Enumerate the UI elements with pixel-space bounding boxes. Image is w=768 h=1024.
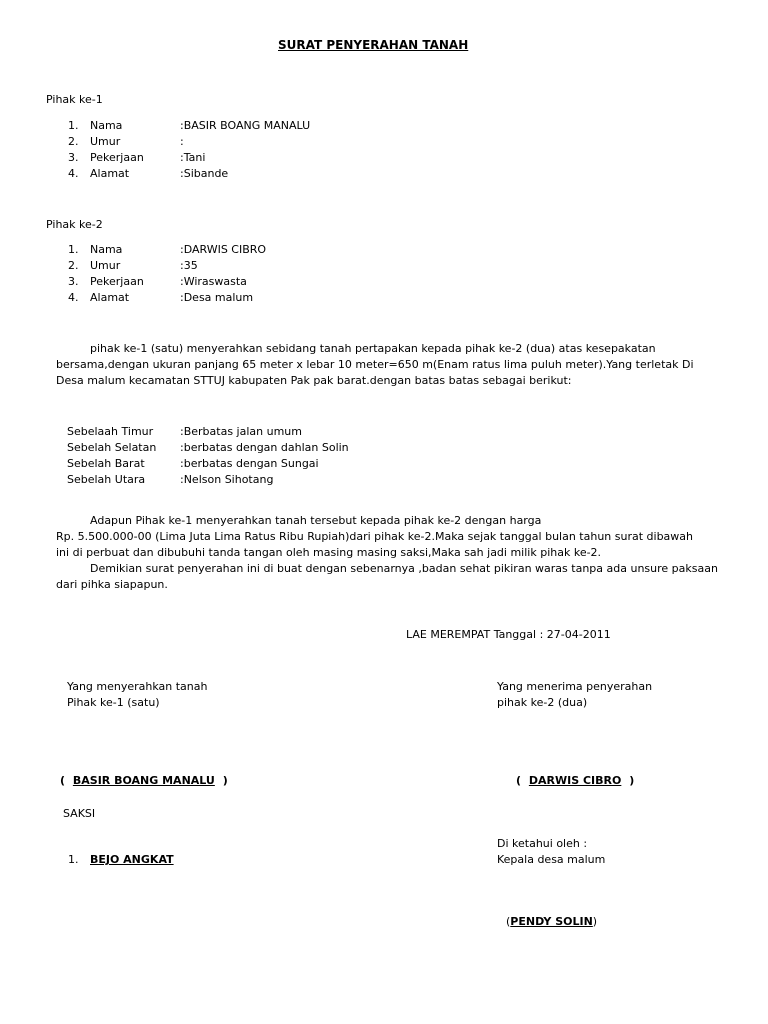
row-number: 2. — [68, 135, 79, 148]
left-signer-name: BASIR BOANG MANALU — [72, 774, 215, 787]
row-number: 3. — [68, 275, 79, 288]
paragraph-line: Rp. 5.500.000-00 (Lima Juta Lima Ratus Ribu Rupiah)dari pihak ke-2.Maka sejak tanggal bulan tahun surat dibawah — [56, 530, 694, 543]
row-label: Alamat — [90, 167, 130, 180]
paragraph-line: Demikian surat penyerahan ini di buat dengan sebenarnya ,badan sehat pikiran waras tanpa ada unsure paksaan — [90, 562, 718, 575]
border-value: :Berbatas jalan umum — [180, 425, 302, 438]
row-number: 4. — [68, 291, 79, 304]
row-label: Alamat — [90, 291, 130, 304]
village-head-signature — [506, 915, 597, 928]
place-date: LAE MEREMPAT Tanggal : 27-04-2011 — [406, 628, 611, 641]
paragraph-line: pihak ke-1 (satu) menyerahkan sebidang tanah pertapakan kepada pihak ke-2 (dua) atas kesepakatan — [90, 342, 656, 355]
row-value: :Tani — [180, 151, 206, 164]
paren-open: ( — [60, 774, 66, 787]
right-signer-name: DARWIS CIBRO — [528, 774, 622, 787]
paren-open: ( — [506, 915, 511, 928]
border-value: :Nelson Sihotang — [180, 473, 274, 486]
row-value: :DARWIS CIBRO — [180, 243, 267, 256]
paragraph-line: Desa malum kecamatan STTUJ kabupaten Pak pak barat.dengan batas batas sebagai berikut: — [56, 374, 572, 387]
paragraph-line: ini di perbuat dan dibubuhi tanda tangan oleh masing masing saksi,Maka sah jadi milik pihak ke-2. — [56, 546, 602, 559]
document-title: SURAT PENYERAHAN TANAH — [278, 38, 469, 52]
border-value: :berbatas dengan Sungai — [180, 457, 319, 470]
left-signature — [60, 774, 228, 787]
left-signer-party: Pihak ke-1 (satu) — [67, 696, 160, 709]
row-number: 1. — [68, 119, 79, 132]
paren-close: ) — [629, 774, 635, 787]
party1-heading: Pihak ke-1 — [46, 93, 103, 106]
party2-heading: Pihak ke-2 — [46, 218, 103, 231]
right-signature — [516, 774, 634, 787]
paren-close: ) — [222, 774, 228, 787]
row-label: Pekerjaan — [90, 151, 144, 164]
row-value: : — [180, 135, 184, 148]
village-head-label: Kepala desa malum — [497, 853, 606, 866]
paragraph-line: bersama,dengan ukuran panjang 65 meter x lebar 10 meter=650 m(Enam ratus lima puluh meter).Yang terletak Di — [56, 358, 694, 371]
paren-close: ) — [592, 915, 598, 928]
row-number: 3. — [68, 151, 79, 164]
border-label: Sebelah Utara — [67, 473, 146, 486]
paren-open: ( — [516, 774, 522, 787]
border-label: Sebelah Barat — [67, 457, 145, 470]
right-signer-party: pihak ke-2 (dua) — [497, 696, 588, 709]
row-label: Umur — [90, 259, 121, 272]
row-label: Nama — [90, 119, 123, 132]
row-value: :Desa malum — [180, 291, 254, 304]
witness-name: BEJO ANGKAT — [90, 853, 174, 866]
row-label: Pekerjaan — [90, 275, 144, 288]
village-head-name: PENDY SOLIN — [510, 915, 593, 928]
row-label: Umur — [90, 135, 121, 148]
border-label: Sebelaah Timur — [67, 425, 154, 438]
row-value: :Sibande — [180, 167, 229, 180]
witness-heading: SAKSI — [63, 807, 96, 820]
paragraph-line: dari pihka siapapun. — [56, 578, 168, 591]
witness-number: 1. — [68, 853, 79, 866]
row-value: :35 — [180, 259, 198, 272]
known-by-label: Di ketahui oleh : — [497, 837, 588, 850]
row-value: :Wiraswasta — [180, 275, 247, 288]
right-signer-role: Yang menerima penyerahan — [497, 680, 653, 693]
paragraph-line: Adapun Pihak ke-1 menyerahkan tanah tersebut kepada pihak ke-2 dengan harga — [90, 514, 542, 527]
row-number: 4. — [68, 167, 79, 180]
border-value: :berbatas dengan dahlan Solin — [180, 441, 349, 454]
row-number: 2. — [68, 259, 79, 272]
left-signer-role: Yang menyerahkan tanah — [67, 680, 208, 693]
row-label: Nama — [90, 243, 123, 256]
row-number: 1. — [68, 243, 79, 256]
row-value: :BASIR BOANG MANALU — [180, 119, 311, 132]
border-label: Sebelah Selatan — [67, 441, 157, 454]
